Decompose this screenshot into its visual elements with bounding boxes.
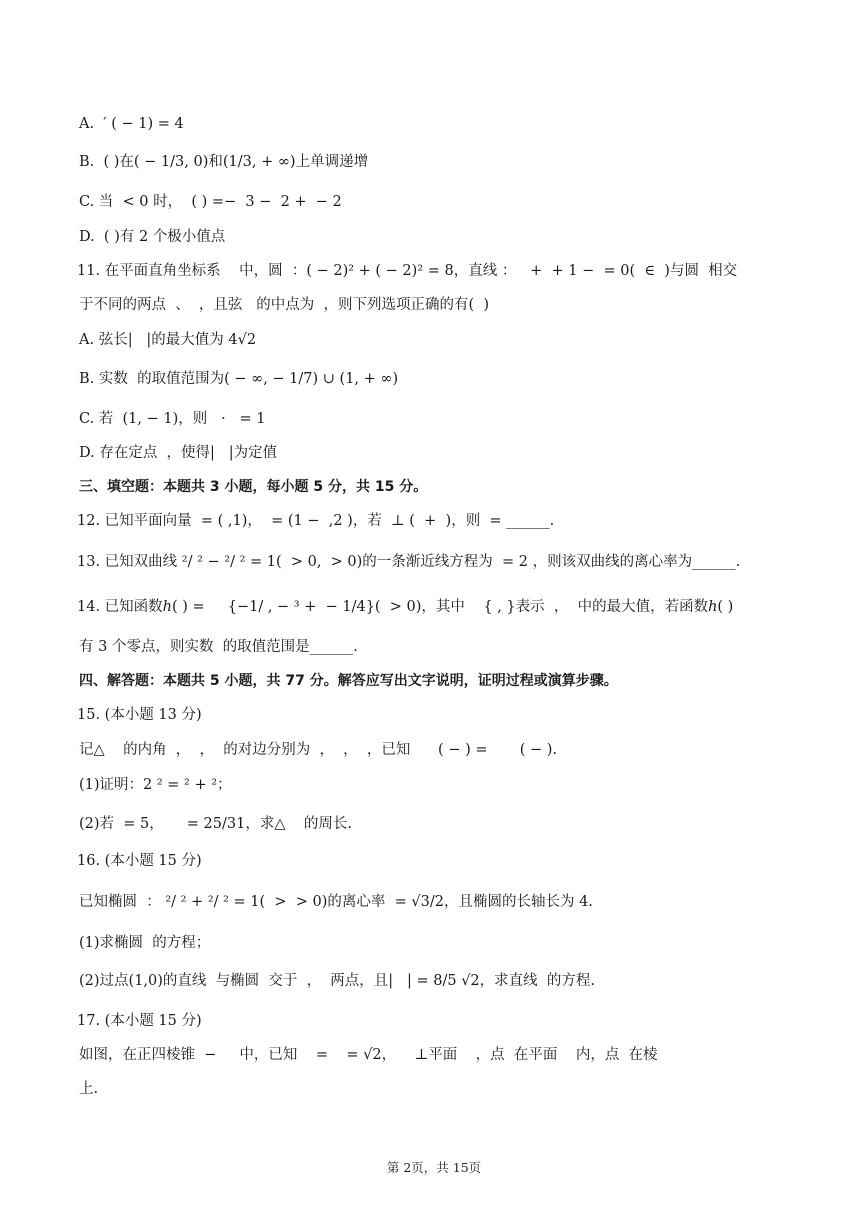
option-a-11: A. 弦长| |的最大值为 4√2 <box>79 332 257 348</box>
question-11-line-2: 于不同的两点 、 ，且弦 的中点为 ，则下列选项正确的有( ) <box>79 297 490 313</box>
question-13: 13. 已知双曲线 ²/ ² − ²/ ² = 1( > 0, > 0)的一条渐近线方程为 = 2 ，则该双曲线的离心率为______. <box>77 554 741 570</box>
option-d-10: D. ( )有 2 个极小值点 <box>79 229 226 245</box>
question-17-heading: 17. (本小题 15 分) <box>77 1013 202 1029</box>
option-a-10: A. ′ ( − 1) = 4 <box>79 116 184 132</box>
question-16-body: 已知椭圆 ： ²/ ² + ²/ ² = 1( > > 0)的离心率 = √3/2，且椭圆的长轴长为 4. <box>79 894 593 910</box>
section-3-heading: 三、填空题：本题共 3 小题，每小题 5 分，共 15 分。 <box>79 479 428 495</box>
question-15-part-2: (2)若 = 5， = 25/31，求△ 的周长. <box>79 816 353 832</box>
section-4-heading: 四、解答题：本题共 5 小题，共 77 分。解答应写出文字说明，证明过程或演算步骤。 <box>79 673 618 689</box>
question-14-line-2: 有 3 个零点，则实数 的取值范围是______. <box>79 639 358 655</box>
question-16-part-2: (2)过点(1,0)的直线 与椭圆 交于 ， 两点，且| | = 8/5 √2，求直线 的方程. <box>79 973 595 989</box>
question-17-body-line-2: 上. <box>79 1081 99 1097</box>
question-14-line-1: 14. 已知函数ℎ( ) = {−1/ , − ³ + − 1/4}( > 0)，其中 { , }表示 ， 中的最大值，若函数ℎ( ) <box>77 599 734 615</box>
option-d-11: D. 存在定点 ，使得| |为定值 <box>79 445 278 461</box>
option-b-10: B. ( )在( − 1/3, 0)和(1/3, + ∞)上单调递增 <box>79 154 369 170</box>
question-12: 12. 已知平面向量 = ( ,1)， = (1 − ,2 )，若 ⊥ ( + )，则 = ______. <box>77 513 555 529</box>
question-16-heading: 16. (本小题 15 分) <box>77 853 202 869</box>
page-footer: 第 2页，共 15页 <box>386 1160 482 1175</box>
question-15-body: 记△ 的内角 ， ， 的对边分别为 ， ， ，已知 ( − ) = ( − ). <box>79 742 558 758</box>
option-c-11: C. 若 (1, − 1)，则 · = 1 <box>79 411 266 427</box>
question-15-heading: 15. (本小题 13 分) <box>77 707 202 723</box>
option-b-11: B. 实数 的取值范围为( − ∞, − 1/7) ∪ (1, + ∞) <box>79 371 399 387</box>
question-11-line-1: 11. 在平面直角坐标系 中，圆 ：( − 2)² + ( − 2)² = 8，直线 ： + + 1 − = 0( ∈ )与圆 相交 <box>77 263 738 279</box>
option-c-10: C. 当 < 0 时， ( ) =− 3 − 2 + − 2 <box>79 194 342 210</box>
question-15-part-1: (1)证明：2 ² = ² + ²； <box>79 777 232 793</box>
question-16-part-1: (1)求椭圆 的方程； <box>79 935 211 951</box>
question-17-body-line-1: 如图，在正四棱锥 − 中，已知 = = √2， ⊥平面 ，点 在平面 内，点 在棱 <box>79 1047 658 1063</box>
